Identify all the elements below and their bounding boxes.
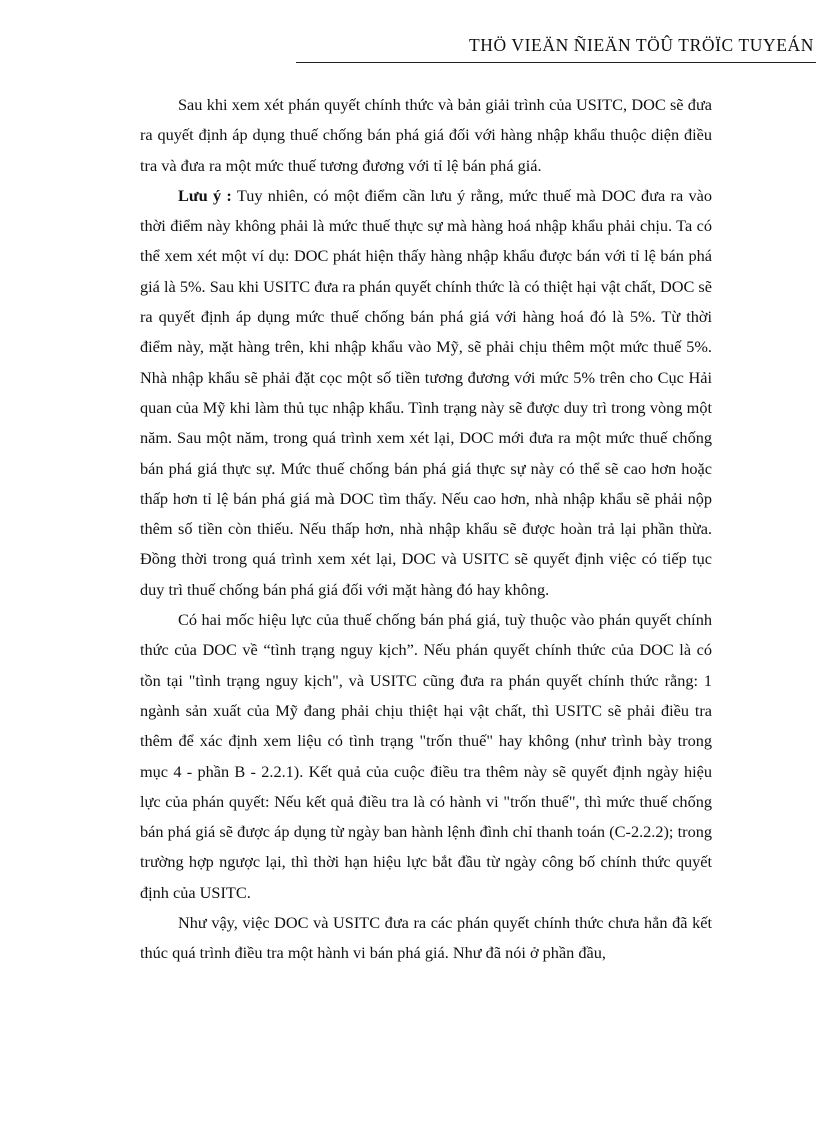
page-header bbox=[296, 30, 816, 63]
note-label: Lưu ý : bbox=[178, 185, 232, 205]
paragraph-2 bbox=[140, 181, 712, 605]
paragraph-4: Như vậy, việc DOC và USITC đưa ra các phán quyết chính thức chưa hẳn đã kết thúc quá trình điều tra một hành vi bán phá giá. Như đã nói ở phần đầu, bbox=[140, 913, 712, 963]
paragraph-1: Sau khi xem xét phán quyết chính thức và bản giải trình của USITC, DOC sẽ đưa ra quyết định áp dụng thuế chống bán phá giá đối với hàng nhập khẩu thuộc diện điều tra và đưa ra một mức thuế tương đương với tỉ lệ bán phá giá. bbox=[140, 95, 712, 175]
paragraph-2-text: Tuy nhiên, có một điểm cần lưu ý rằng, mức thuế mà DOC đưa ra vào thời điểm này không phải là mức thuế thực sự mà hàng hoá nhập khẩu phải chịu. Ta có thể xem xét một ví dụ: DOC phát hiện thấy hàng nhập khẩu được bán với tỉ lệ bán phá giá là 5%. Sau khi USITC đưa ra phán quyết chính thức là có thiệt hại vật chất, DOC sẽ ra quyết định áp dụng mức thuế chống bán phá giá với hàng hoá đó là 5%. Từ thời điểm này, mặt hàng trên, khi nhập khẩu vào Mỹ, sẽ phải chịu thêm một mức thuế 5%. Nhà nhập khẩu sẽ phải đặt cọc một số tiền tương đương với mức 5% trên cho Cục Hải quan của Mỹ khi làm thủ tục nhập khẩu. Tình trạng này sẽ được duy trì trong vòng một năm. Sau một năm, trong quá trình xem xét lại, DOC mới đưa ra một mức thuế chống bán phá giá thực sự. Mức thuế chống bán phá giá thực sự này có thể sẽ cao hơn hoặc thấp hơn tỉ lệ bán phá giá mà DOC tìm thấy. Nếu cao hơn, nhà nhập khẩu sẽ phải nộp thêm số tiền còn thiếu. Nếu thấp hơn, nhà nhập khẩu sẽ được hoàn trả lại phần thừa. Đồng thời trong quá trình xem xét lại, DOC và USITC sẽ quyết định việc có tiếp tục duy trì thuế chống bán phá giá đối với mặt hàng đó hay không. bbox=[140, 185, 712, 599]
paragraph-3: Có hai mốc hiệu lực của thuế chống bán phá giá, tuỳ thuộc vào phán quyết chính thức của DOC về “tình trạng nguy kịch”. Nếu phán quyết chính thức của DOC là có tồn tại "tình trạng nguy kịch", và USITC cũng đưa ra phán quyết chính thức rằng: 1 ngành sản xuất của Mỹ đang phải chịu thiệt hại vật chất, thì USITC sẽ phải điều tra thêm để xác định xem liệu có tình trạng "trốn thuế" hay không (như trình bày trong mục 4 - phần B - 2.2.1). Kết quả của cuộc điều tra thêm này sẽ quyết định ngày hiệu lực của phán quyết: Nếu kết quả điều tra là có hành vi "trốn thuế", thì mức thuế chống bán phá giá sẽ được áp dụng từ ngày ban hành lệnh đình chỉ thanh toán (C-2.2.2); trong trường hợp ngược lại, thì thời hạn hiệu lực bắt đầu từ ngày công bố chính thức quyết định của USITC. bbox=[140, 610, 712, 902]
header-title: THÖ VIEÄN ÑIEÄN TÖÛ TRÖÏC TUYEÁN bbox=[468, 35, 814, 55]
document-body bbox=[140, 90, 712, 969]
